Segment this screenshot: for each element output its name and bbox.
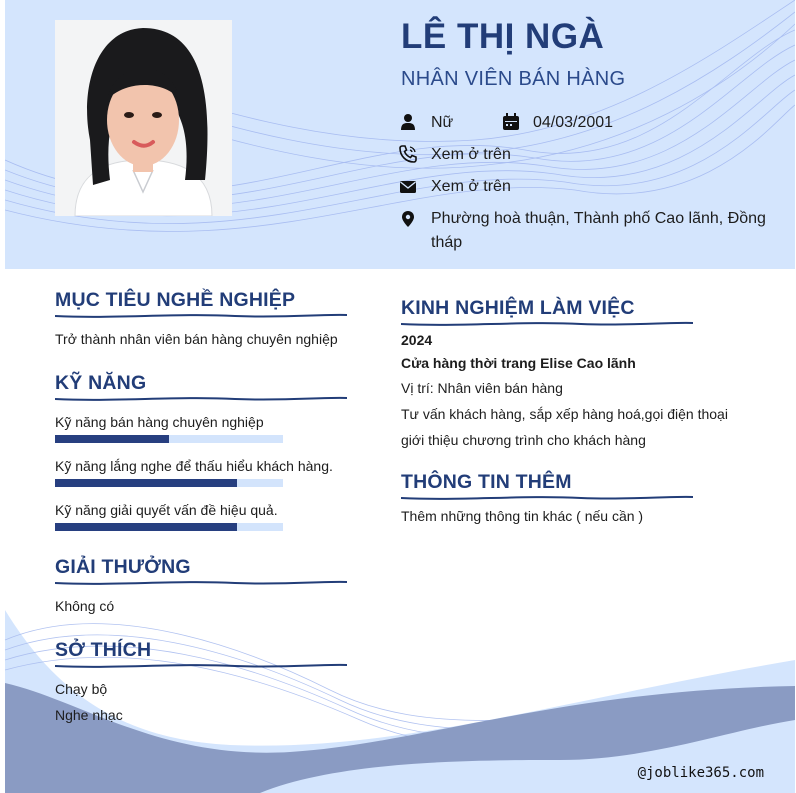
skill-bar-fill (55, 435, 169, 443)
experience-position: Vị trí: Nhân viên bán hàng (401, 380, 563, 396)
experience-description-line: giới thiệu chương trình cho khách hàng (401, 432, 646, 448)
address-line-2: tháp (431, 234, 463, 251)
objective-title: MỤC TIÊU NGHỀ NGHIỆP (55, 289, 296, 311)
phone-icon (399, 145, 417, 163)
hobby-item: Chạy bộ (55, 681, 108, 697)
hobbies-underline (55, 662, 347, 670)
skill-bar-fill (55, 523, 237, 531)
skills-title: KỸ NĂNG (55, 372, 147, 394)
awards-title: GIẢI THƯỞNG (55, 556, 191, 578)
experience-year: 2024 (401, 332, 433, 348)
skills-underline (55, 395, 347, 403)
envelope-icon (399, 178, 417, 196)
job-title: NHÂN VIÊN BÁN HÀNG (401, 68, 626, 90)
experience-description-line: Tư vấn khách hàng, sắp xếp hàng hoá,gọi điện thoại (401, 406, 728, 422)
experience-underline (401, 320, 693, 328)
phone-value: Xem ở trên (431, 146, 511, 163)
profile-photo (55, 20, 232, 216)
awards-text: Không có (55, 598, 115, 614)
birthdate-value: 04/03/2001 (533, 114, 614, 131)
objective-underline (55, 312, 347, 320)
skill-bar-fill (55, 479, 237, 487)
skill-label: Kỹ năng giải quyết vấn đề hiệu quả. (55, 502, 278, 518)
calendar-icon (502, 113, 520, 131)
skill-label: Kỹ năng lắng nghe để thấu hiểu khách hàng. (55, 458, 333, 474)
awards-underline (55, 579, 347, 587)
extra-info-title: THÔNG TIN THÊM (401, 471, 572, 493)
skill-bar-track (55, 435, 283, 443)
gender-value: Nữ (431, 114, 454, 131)
skill-label: Kỹ năng bán hàng chuyên nghiệp (55, 414, 264, 430)
extra-info-text: Thêm những thông tin khác ( nếu cần ) (401, 508, 644, 524)
address-line-1: Phường hoà thuận, Thành phố Cao lãnh, Đồng (431, 210, 766, 227)
map-marker-icon (399, 210, 417, 228)
portrait-image (55, 20, 232, 216)
skill-bar-track (55, 523, 283, 531)
extra-info-underline (401, 494, 693, 502)
skill-bar-track (55, 479, 283, 487)
candidate-name: LÊ THỊ NGÀ (401, 17, 605, 56)
watermark-text: @joblike365.com (637, 765, 764, 781)
objective-text: Trở thành nhân viên bán hàng chuyên nghiệp (55, 331, 338, 347)
hobby-item: Nghe nhạc (55, 707, 123, 723)
experience-title: KINH NGHIỆM LÀM VIỆC (401, 297, 635, 319)
hobbies-title: SỞ THÍCH (55, 639, 152, 661)
experience-company: Cửa hàng thời trang Elise Cao lãnh (401, 355, 636, 371)
email-value: Xem ở trên (431, 178, 511, 195)
user-icon (399, 113, 417, 131)
